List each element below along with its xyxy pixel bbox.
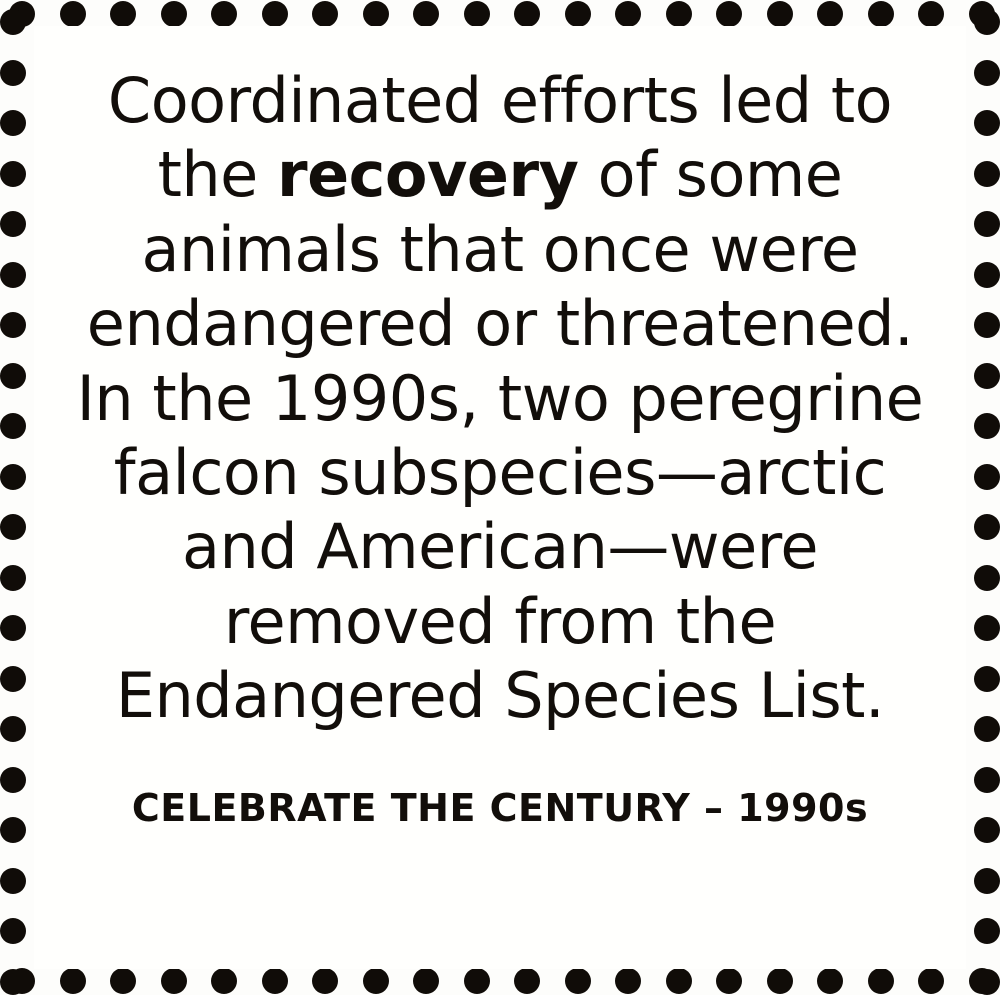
body-line: endangered or threatened. bbox=[86, 287, 914, 361]
perforation-dot bbox=[0, 615, 26, 641]
perforation-dot bbox=[868, 968, 894, 994]
perforation-dot bbox=[0, 969, 26, 995]
perforation-dot bbox=[615, 968, 641, 994]
perforation-dot bbox=[0, 767, 26, 793]
perforation-dot bbox=[0, 110, 26, 136]
perforation-dot bbox=[565, 1, 591, 27]
perforation-dot bbox=[262, 968, 288, 994]
perforation-dot bbox=[974, 615, 1000, 641]
perforation-dot bbox=[0, 413, 26, 439]
perforation-dot bbox=[0, 514, 26, 540]
perforation-dot bbox=[0, 262, 26, 288]
perforation-dot bbox=[974, 262, 1000, 288]
perforation-dot bbox=[817, 968, 843, 994]
perforation-dot bbox=[0, 565, 26, 591]
perforation-dot bbox=[0, 9, 26, 35]
perforation-dot bbox=[413, 1, 439, 27]
perforation-dot bbox=[666, 968, 692, 994]
perforation-dot bbox=[974, 60, 1000, 86]
perforation-dot bbox=[0, 817, 26, 843]
perforation-dot bbox=[974, 161, 1000, 187]
perforation-dot bbox=[9, 968, 35, 994]
body-line: Coordinated efforts led to bbox=[107, 64, 893, 137]
perforation-dot bbox=[974, 211, 1000, 237]
perforation-dot bbox=[0, 464, 26, 490]
perforation-dot bbox=[974, 363, 1000, 389]
perforation-dot bbox=[974, 666, 1000, 692]
perforation-dot bbox=[110, 1, 136, 27]
perforation-dot bbox=[464, 968, 490, 994]
perforation-dot bbox=[767, 1, 793, 27]
perforation-dot bbox=[974, 767, 1000, 793]
perforation-dot bbox=[514, 968, 540, 994]
perforation-dot bbox=[0, 918, 26, 944]
perforation-dot bbox=[716, 968, 742, 994]
perforation-dot bbox=[363, 968, 389, 994]
body-line: removed from the bbox=[223, 584, 777, 658]
perforation-dot bbox=[110, 968, 136, 994]
perforation-dot bbox=[363, 1, 389, 27]
perforation-dot bbox=[514, 1, 540, 27]
perforation-dot bbox=[974, 464, 1000, 490]
perforation-dot bbox=[60, 1, 86, 27]
perforation-dot bbox=[969, 1, 995, 27]
perforation-dot bbox=[767, 968, 793, 994]
perforation-dot bbox=[161, 968, 187, 994]
perforation-dot bbox=[666, 1, 692, 27]
perforation-dot bbox=[0, 716, 26, 742]
perforation-dot bbox=[974, 312, 1000, 338]
body-line: Endangered Species List. bbox=[115, 659, 885, 733]
body-line: animals that once were bbox=[141, 212, 859, 286]
body-line-suffix: of some bbox=[578, 138, 843, 212]
perforation-dot bbox=[0, 666, 26, 692]
stamp-series-caption: CELEBRATE THE CENTURY – 1990s bbox=[131, 785, 869, 830]
stamp-body-text bbox=[70, 64, 930, 734]
perforation-dot bbox=[262, 1, 288, 27]
perforation-dot bbox=[0, 312, 26, 338]
perforation-dot bbox=[312, 1, 338, 27]
perforation-dot bbox=[974, 9, 1000, 35]
body-line: falcon subspecies—arctic bbox=[113, 435, 887, 509]
perforation-dot bbox=[716, 1, 742, 27]
perforation-dot bbox=[0, 161, 26, 187]
perforation-dot bbox=[413, 968, 439, 994]
perforation-dot bbox=[9, 1, 35, 27]
perforation-dot bbox=[974, 514, 1000, 540]
perforation-dot bbox=[211, 968, 237, 994]
perforation-dot bbox=[0, 211, 26, 237]
perforation-dot bbox=[918, 1, 944, 27]
perforation-dot bbox=[969, 968, 995, 994]
perforation-dot bbox=[974, 413, 1000, 439]
perforation-dot bbox=[0, 60, 26, 86]
body-line: and American—were bbox=[181, 510, 819, 584]
perforation-column-right bbox=[970, 0, 1000, 995]
perforation-dot bbox=[918, 968, 944, 994]
perforation-dot bbox=[868, 1, 894, 27]
perforation-column-left bbox=[0, 0, 30, 995]
perforation-dot bbox=[974, 817, 1000, 843]
perforation-dot bbox=[615, 1, 641, 27]
perforation-dot bbox=[974, 110, 1000, 136]
body-line-emphasis: recovery bbox=[277, 138, 579, 212]
perforation-dot bbox=[161, 1, 187, 27]
perforation-dot bbox=[464, 1, 490, 27]
perforation-dot bbox=[60, 968, 86, 994]
perforation-dot bbox=[974, 716, 1000, 742]
stamp-face bbox=[34, 26, 966, 969]
perforation-dot bbox=[974, 868, 1000, 894]
perforation-dot bbox=[817, 1, 843, 27]
perforation-dot bbox=[974, 969, 1000, 995]
body-line-prefix: the bbox=[157, 138, 278, 212]
perforation-dot bbox=[0, 868, 26, 894]
perforation-dot bbox=[312, 968, 338, 994]
perforation-dot bbox=[974, 565, 1000, 591]
perforation-dot bbox=[0, 363, 26, 389]
body-line bbox=[70, 138, 930, 212]
body-line: In the 1990s, two peregrine bbox=[76, 361, 924, 435]
perforation-dot bbox=[565, 968, 591, 994]
perforation-row-bottom bbox=[0, 965, 1000, 995]
perforation-dot bbox=[211, 1, 237, 27]
perforation-dot bbox=[974, 918, 1000, 944]
